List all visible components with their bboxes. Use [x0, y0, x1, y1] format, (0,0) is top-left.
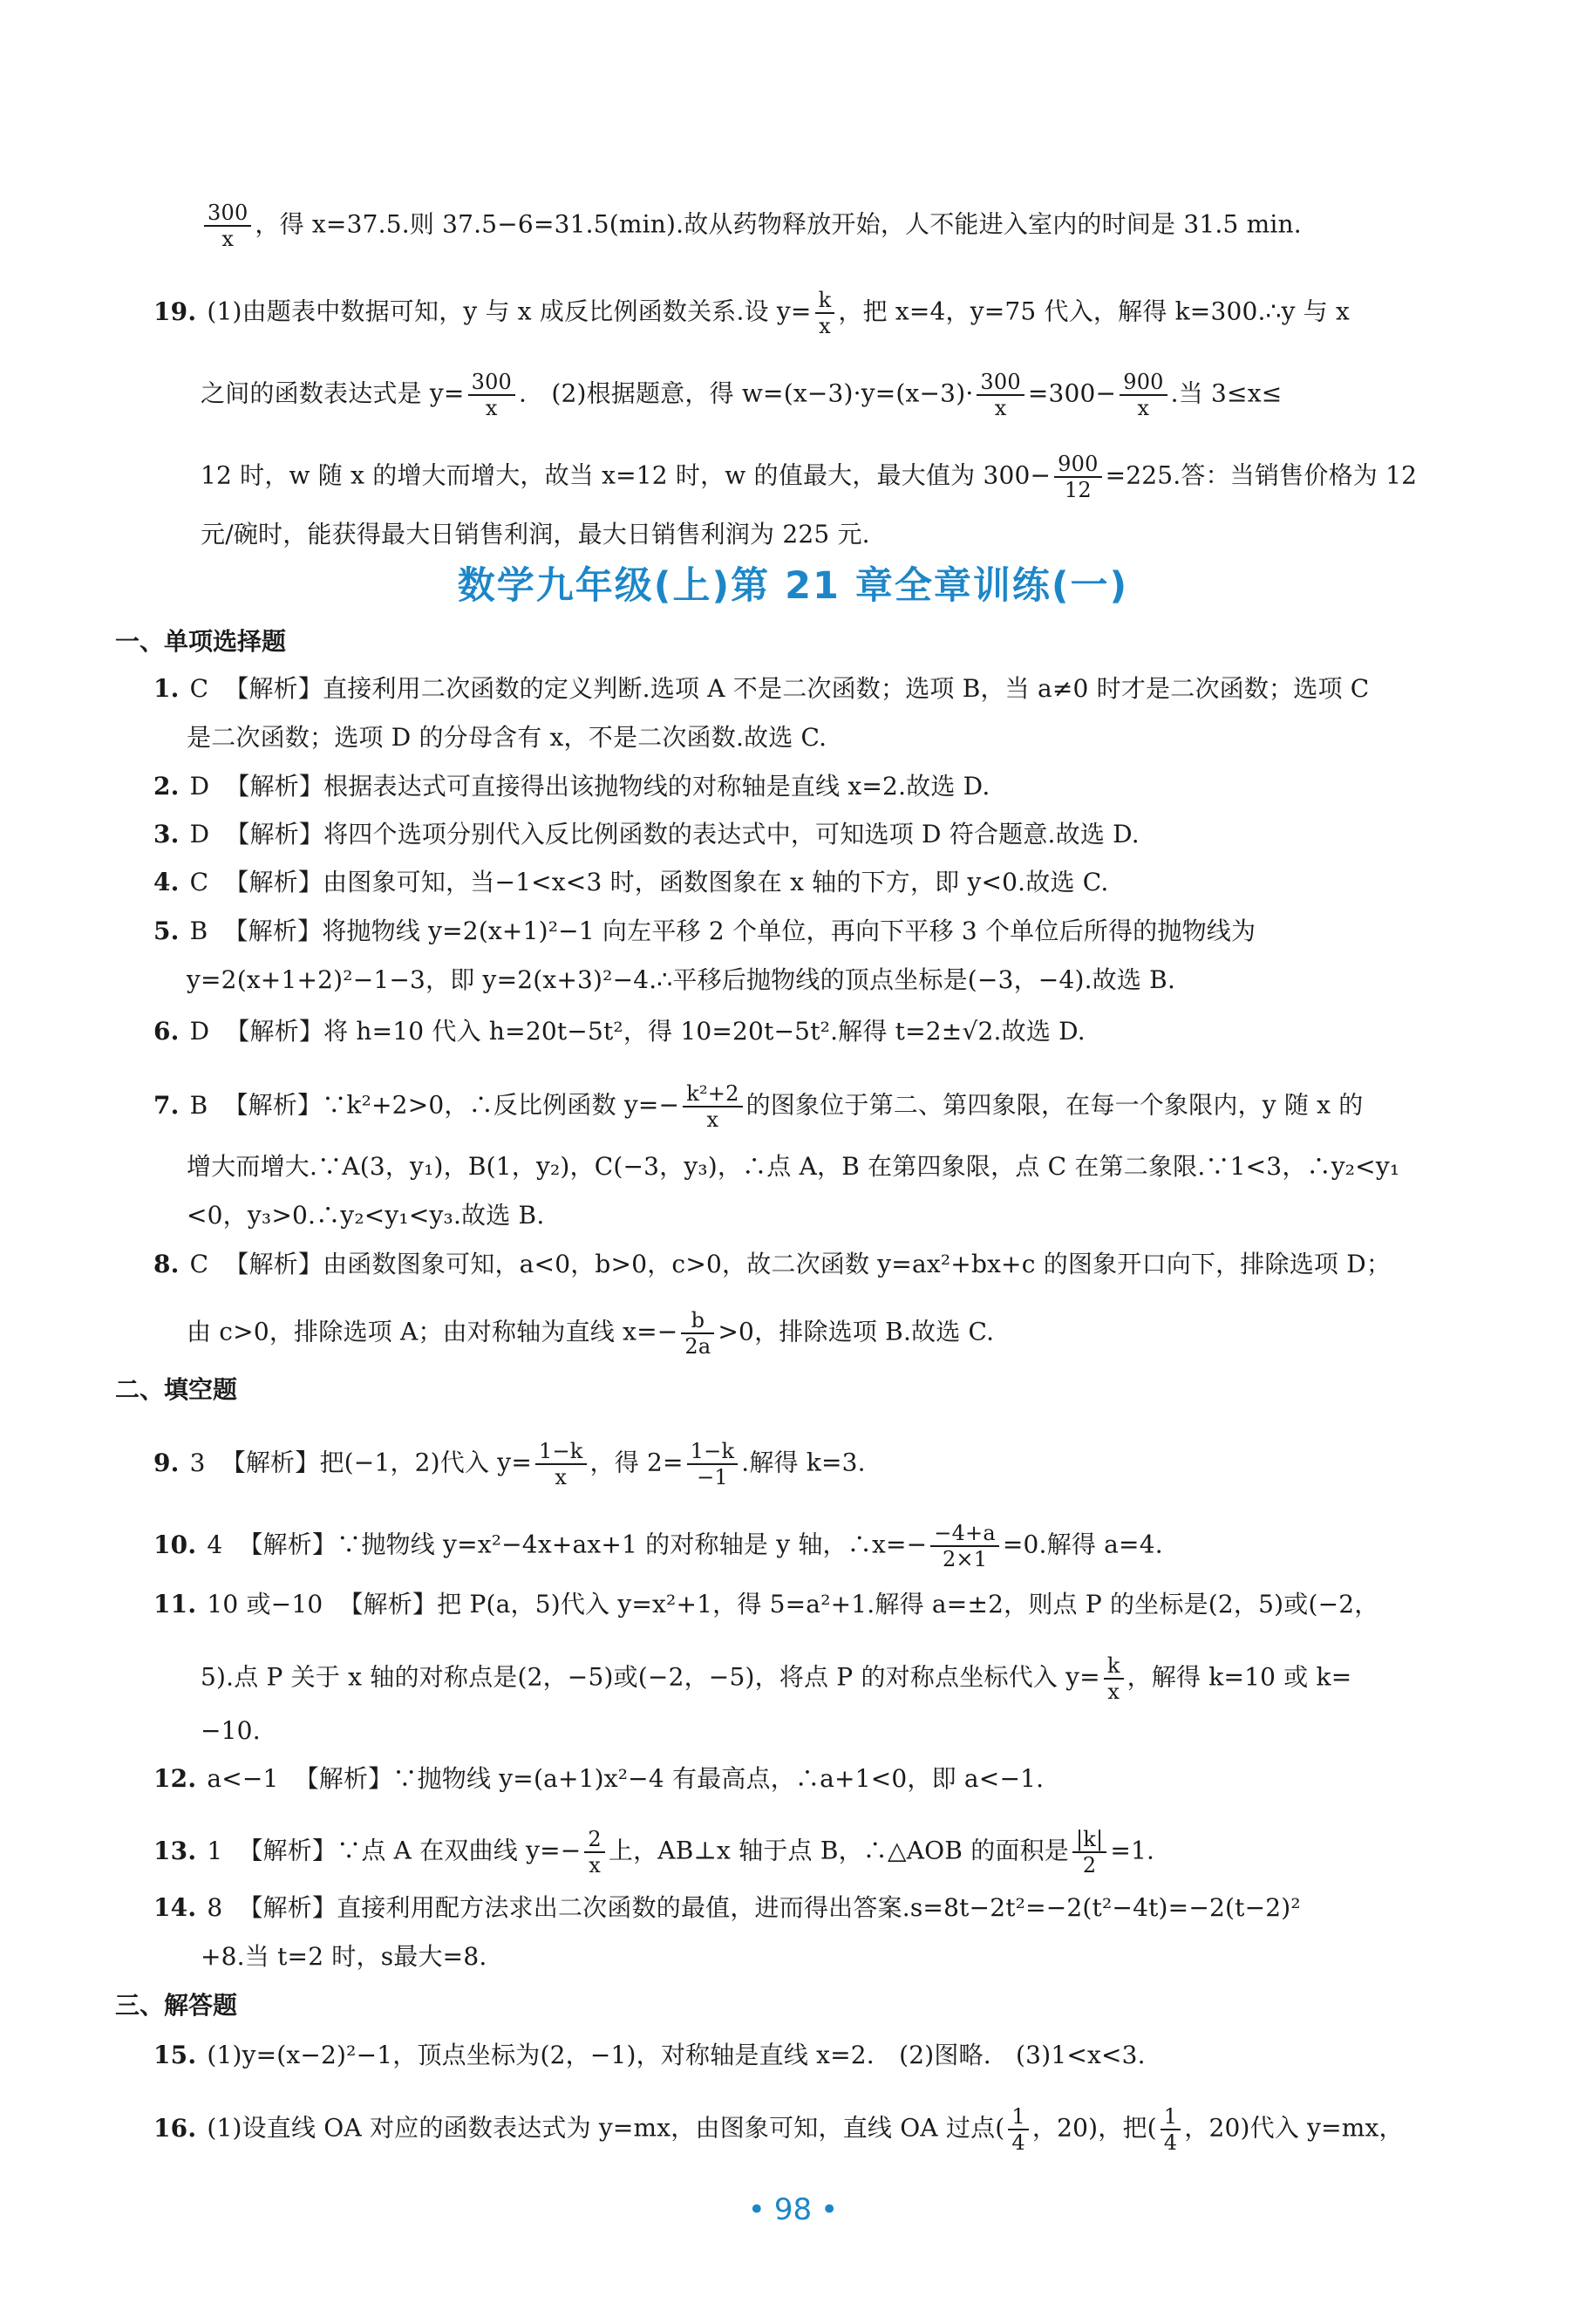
fraction: $\frac{1-k}{x}$ [535, 1439, 587, 1489]
question-4: 4. C 【解析】由图象可知，当−1<x<3 时，函数图象在 x 轴的下方，即 y<0.故选 C. [153, 868, 1109, 896]
question-14-line-2: +8.当 t=2 时，s最大=8. [201, 1942, 487, 1971]
question-1-line-2: 是二次函数；选项 D 的分母含有 x，不是二次函数.故选 C. [187, 723, 827, 752]
question-12: 12. a<−1 【解析】∵抛物线 y=(a+1)x²−4 有最高点，∴a+1<0，即 a<−1. [153, 1764, 1045, 1793]
question-19-line-2: 之间的函数表达式是 y= $\frac{300}{x}$ . (2)根据题意，得 w=(x−3)·y=(x−3)· $\frac{300}{x}$ =300− $\frac{900}{x}$ .当 3≤x≤ [201, 370, 1283, 420]
question-7-line-3: <0，y₃>0.∴y₂<y₁<y₃.故选 B. [187, 1201, 545, 1230]
question-7-line-2: 增大而增大.∵A(3，y₁)，B(1，y₂)，C(−3，y₃)，∴点 A，B 在第四象限，点 C 在第二象限.∵1<3，∴y₂<y₁ [187, 1152, 1400, 1181]
question-2: 2. D 【解析】根据表达式可直接得出该抛物线的对称轴是直线 x=2.故选 D. [153, 772, 990, 801]
fraction: $\frac{k}{x}$ [1104, 1653, 1124, 1704]
question-19-line-3: 12 时，w 随 x 的增大而增大，故当 x=12 时，w 的值最大，最大值为 300− $\frac{900}{12}$ =225.答：当销售价格为 12 [201, 452, 1418, 502]
question-11-line-2: 5).点 P 关于 x 轴的对称点是(2，−5)或(−2，−5)，将点 P 的对称点坐标代入 y= $\frac{k}{x}$ ，解得 k=10 或 k= [201, 1653, 1352, 1704]
question-16-line-1: 16. (1)设直线 OA 对应的函数表达式为 y=mx，由图象可知，直线 OA 过点( $\frac{1}{4}$ ，20)，把( $\frac{1}{4}$ ，20)代入 y=mx， [153, 2104, 1404, 2155]
fraction: $\frac{b}{2a}$ [681, 1308, 714, 1359]
question-11-line-3: −10. [201, 1716, 261, 1745]
page-number: • 98 • [747, 2192, 839, 2227]
question-8-line-2: 由 c>0，排除选项 A；由对称轴为直线 x=− $\frac{b}{2a}$ >0，排除选项 B.故选 C. [187, 1308, 995, 1359]
question-7-line-1: 7. B 【解析】∵k²+2>0，∴反比例函数 y=− $\frac{\text{k²+2}}{x}$ 的图象位于第二、第四象限，在每一个象限内，y 随 x 的 [153, 1081, 1364, 1132]
question-11-line-1: 11. 10 或−10 【解析】把 P(a，5)代入 y=x²+1，得 5=a²+1.解得 a=±2，则点 P 的坐标是(2，5)或(−2， [153, 1590, 1379, 1619]
fraction: $\frac{\text{k²+2}}{x}$ [683, 1081, 742, 1132]
bullet-dot-icon: • [820, 2192, 839, 2227]
question-1-line-1: 1. C 【解析】直接利用二次函数的定义判断.选项 A 不是二次函数；选项 B，当 a≠0 时才是二次函数；选项 C [153, 674, 1370, 703]
question-9: 9. 3 【解析】把(−1，2)代入 y= $\frac{1-k}{x}$ ，得 2= $\frac{1-k}{-1}$ .解得 k=3. [153, 1439, 866, 1489]
fraction: $\frac{900}{x}$ [1120, 370, 1167, 420]
question-5-line-1: 5. B 【解析】将抛物线 y=2(x+1)²−1 向左平移 2 个单位，再向下平移 3 个单位后所得的抛物线为 [153, 917, 1256, 945]
question-15: 15. (1)y=(x−2)²−1，顶点坐标为(2，−1)，对称轴是直线 x=2. (2)图略. (3)1<x<3. [153, 2041, 1146, 2069]
question-5-line-2: y=2(x+1+2)²−1−3，即 y=2(x+3)²−4.∴平移后抛物线的顶点坐标是(−3，−4).故选 B. [187, 965, 1176, 994]
fraction: $\frac{k}{x}$ [815, 288, 835, 338]
fraction: $\frac{1-k}{-1}$ [687, 1439, 739, 1489]
fraction: $\frac{1}{4}$ [1008, 2104, 1028, 2155]
fraction: $\frac{2}{x}$ [584, 1827, 604, 1878]
section-heading-multiple-choice: 一、单项选择题 [115, 627, 287, 656]
fraction: $\frac{300}{x}$ [468, 370, 515, 420]
fraction: $\frac{300}{x}$ [204, 201, 251, 251]
chapter-title: 数学九年级(上)第 21 章全章训练(一) [457, 564, 1129, 608]
fraction: $\frac{1}{4}$ [1161, 2104, 1181, 2155]
question-3: 3. D 【解析】将四个选项分别代入反比例函数的表达式中，可知选项 D 符合题意.故选 D. [153, 820, 1140, 848]
text-line: $\frac{300}{x}$ ，得 x=37.5.则 37.5−6=31.5(min).故从药物释放开始，人不能进入室内的时间是 31.5 min. [201, 201, 1302, 251]
question-13: 13. 1 【解析】∵点 A 在双曲线 y=− $\frac{2}{x}$ 上，AB⊥x 轴于点 B，∴△AOB 的面积是 $\frac{|k|}{2}$ =1. [153, 1827, 1155, 1878]
section-heading-solutions: 三、解答题 [115, 1991, 238, 2020]
fraction: $\frac{-4+a}{2\times 1}$ [930, 1521, 999, 1571]
fraction: $\frac{300}{x}$ [977, 370, 1024, 420]
question-14-line-1: 14. 8 【解析】直接利用配方法求出二次函数的最值，进而得出答案.s=8t−2t²=−2(t²−4t)=−2(t−2)² [153, 1893, 1301, 1922]
bullet-dot-icon: • [747, 2192, 766, 2227]
question-6: 6. D 【解析】将 h=10 代入 h=20t−5t²，得 10=20t−5t².解得 t=2±√2.故选 D. [153, 1017, 1086, 1046]
question-19-line-1: 19. (1)由题表中数据可知，y 与 x 成反比例函数关系.设 y= $\frac{k}{x}$ ，把 x=4，y=75 代入，解得 k=300.∴y 与 x [153, 288, 1351, 338]
fraction: $\frac{900}{12}$ [1054, 452, 1101, 502]
question-8-line-1: 8. C 【解析】由函数图象可知，a<0，b>0，c>0，故二次函数 y=ax²+bx+c 的图象开口向下，排除选项 D； [153, 1250, 1392, 1278]
section-heading-fill-in: 二、填空题 [115, 1375, 238, 1404]
question-10: 10. 4 【解析】∵抛物线 y=x²−4x+ax+1 的对称轴是 y 轴，∴x=− $\frac{-4+a}{2\times 1}$ =0.解得 a=4. [153, 1521, 1163, 1571]
fraction: $\frac{|k|}{2}$ [1072, 1827, 1106, 1878]
question-19-line-4: 元/碗时，能获得最大日销售利润，最大日销售利润为 225 元. [201, 520, 870, 549]
